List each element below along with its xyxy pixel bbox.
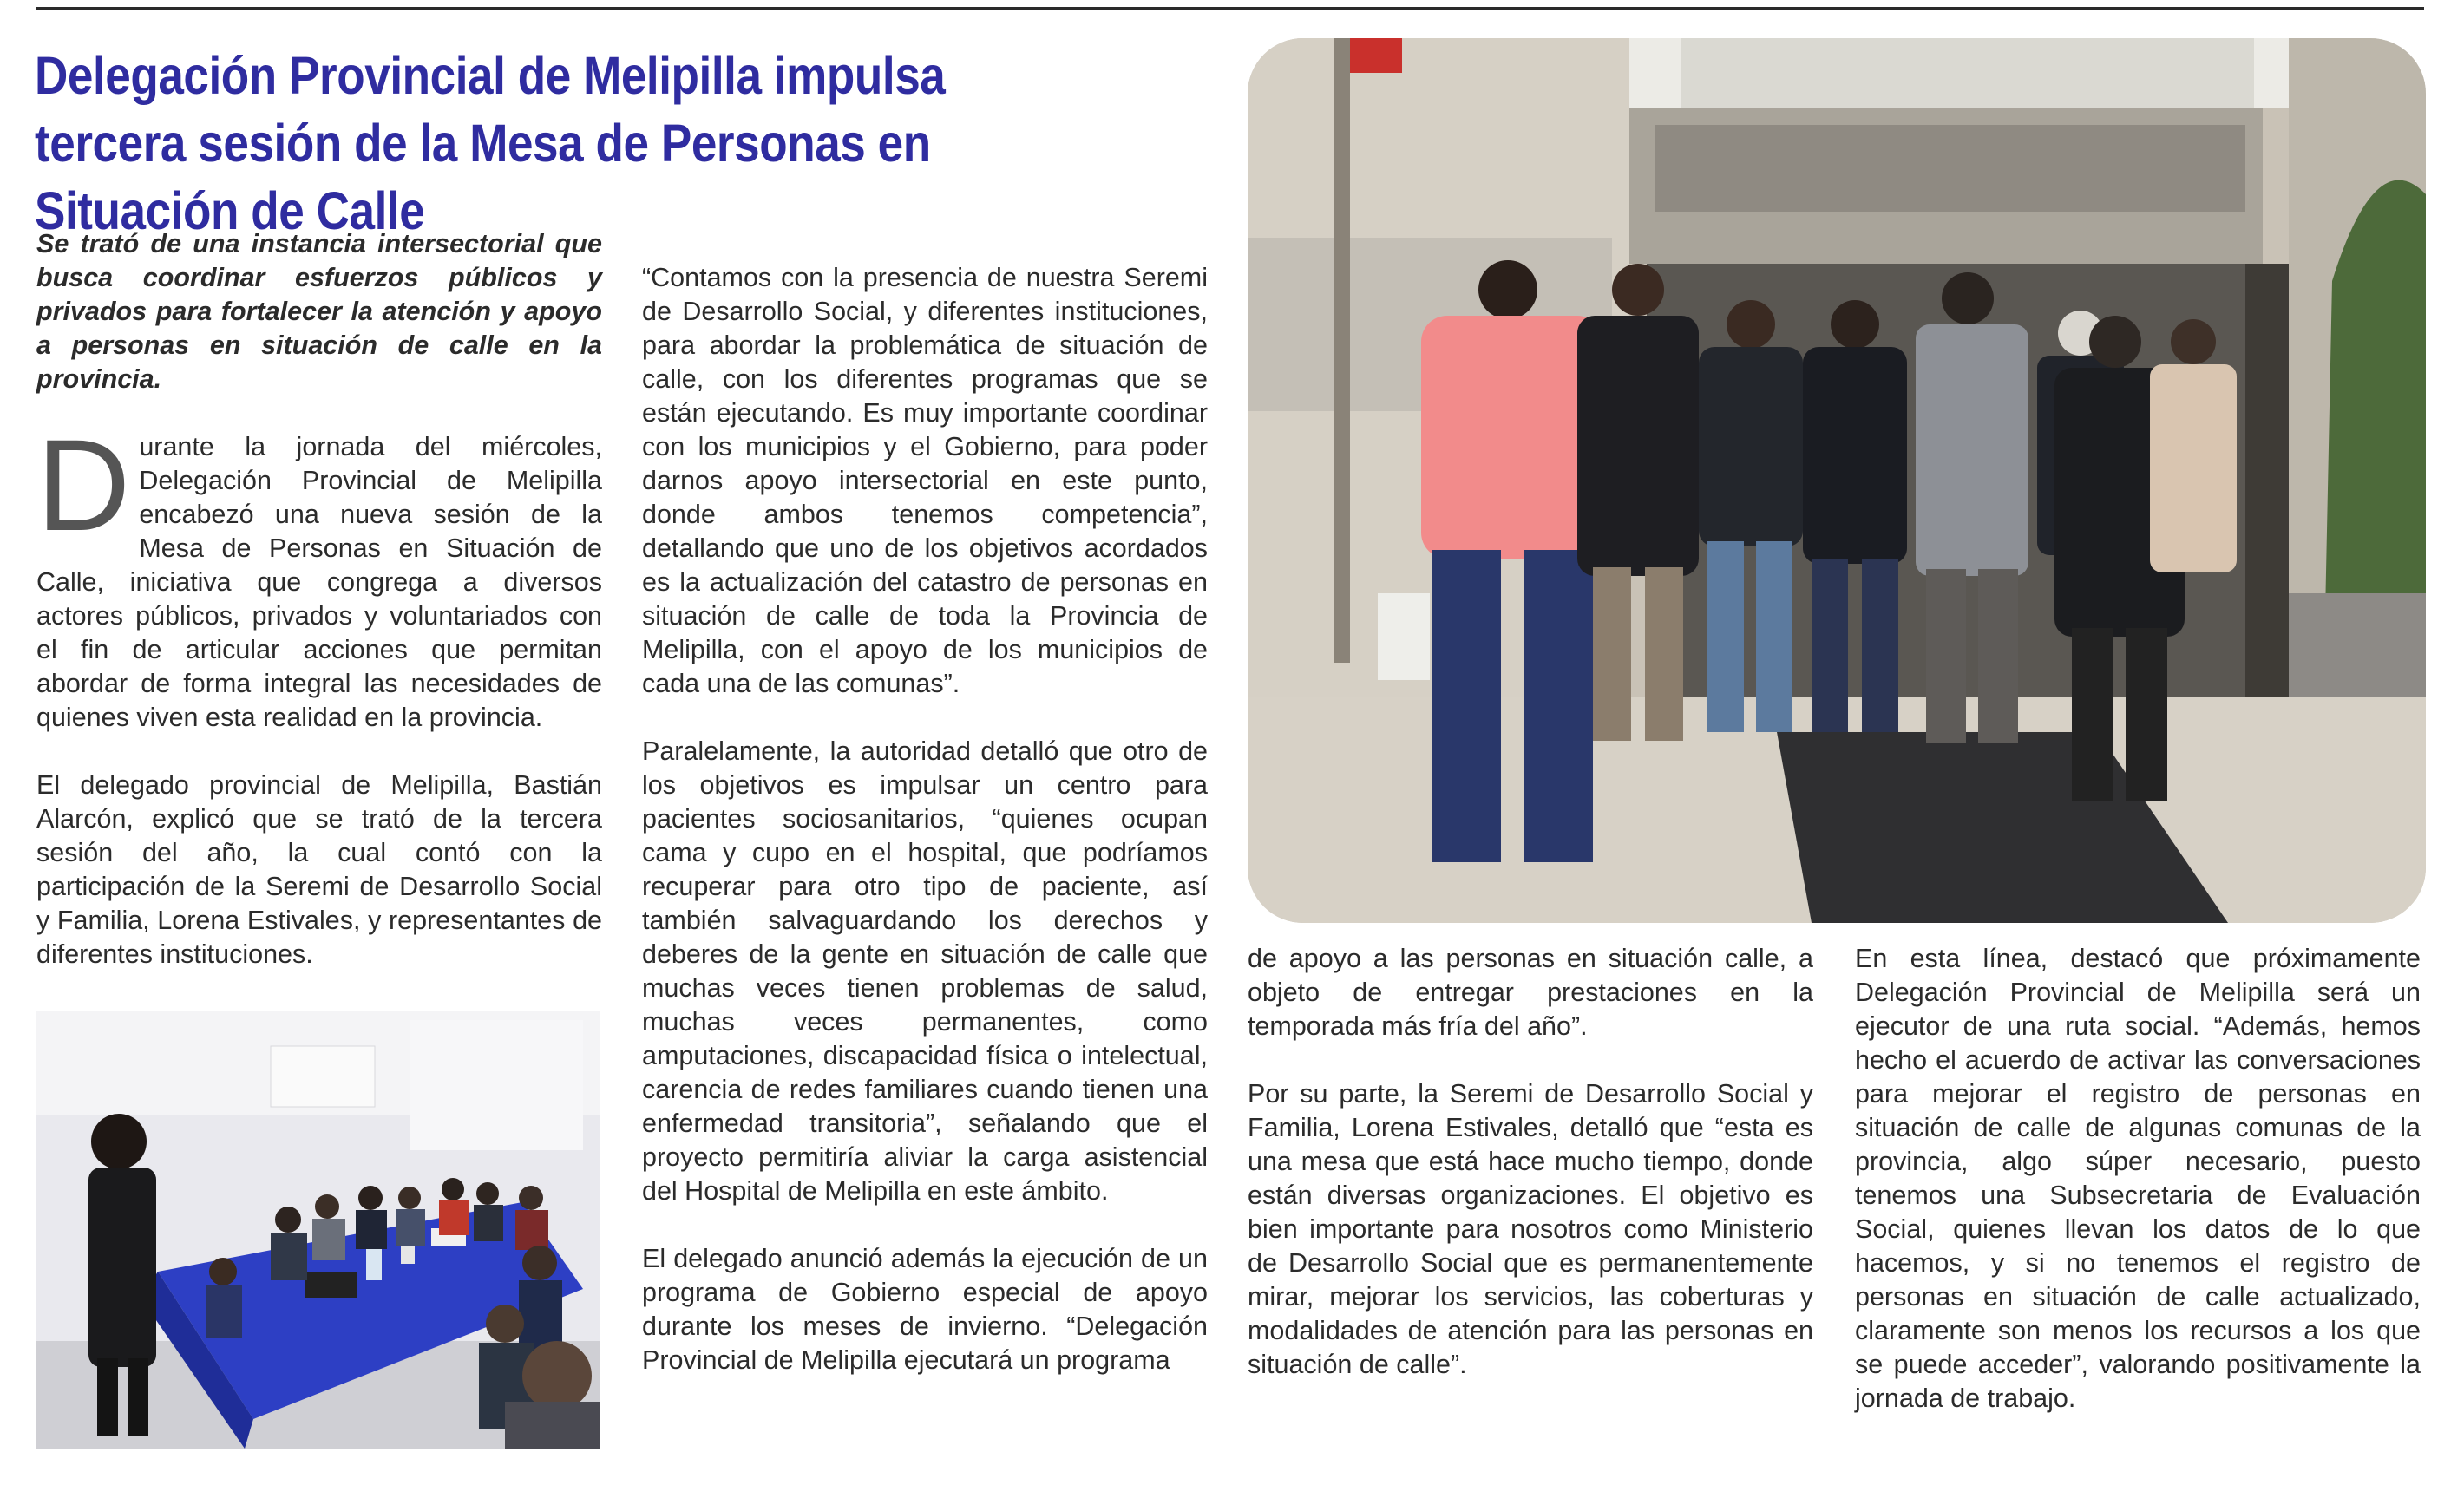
column-4	[1855, 942, 2421, 1416]
column-1	[36, 227, 602, 971]
column-3	[1248, 942, 1813, 1382]
paragraph-4: Paralelamente, la autoridad detalló que otro de los objetivos es impulsar un centro para pacientes sociosanitarios, “quienes ocupan cama y cupo en el hospital, que podríamos recuperar para otro tipo de paciente, así también salvaguardando los derechos y deberes de la gente en situación de calle que muchas veces tienen problemas de salud, muchas veces permanentes, como amputaciones, discapacidad física o intelectual, carencia de redes familiares cuando tienen una enfermedad transitoria”, señalando que el proyecto permitiría aliviar la carga asistencial del Hospital de Melipilla en este ámbito.	[642, 736, 1208, 1206]
top-rule	[36, 7, 2424, 10]
paragraph-5: El delegado anunció además la ejecución de un programa de Gobierno especial de apoyo durante los meses de invierno. “Delegación Provincial de Melipilla ejecutará un programa	[642, 1244, 1208, 1375]
drop-cap: D	[36, 412, 131, 558]
paragraph-7: En esta línea, destacó que próximamente Delegación Provincial de Melipilla será un ejecutor de una ruta social. “Además, hemos hecho el acuerdo de activar las conversaciones para mejorar el registro de personas en situación de calle de algunas comunas de la provincia, algo súper necesario, puesto tenemos una Subsecretaria de Evaluación Social, quienes llevan los datos de lo que hacemos, y si no tenemos el registro de personas en situación de calle actualizado, claramente son menos los recursos a los que se puede acceder”, valorando positivamente la jornada de trabajo.	[1855, 944, 2421, 1413]
article-title: Delegación Provincial de Melipilla impulsa tercera sesión de la Mesa de Personas en Situación de Calle	[35, 46, 946, 240]
paragraph-2: El delegado provincial de Melipilla, Bastián Alarcón, explicó que se trató de la tercera sesión del año, la cual contó con la participación de la Seremi de Desarrollo Social y Familia, Lorena Estivales, y representantes de diferentes instituciones.	[36, 770, 602, 969]
paragraph-6: Por su parte, la Seremi de Desarrollo Social y Familia, Lorena Estivales, detalló que “esta es una mesa que está hace mucho tiempo, donde están diversas organizaciones. El objetivo es bien importante para nosotros como Ministerio de Desarrollo Social que es permanentemente mirar, mejorar los servicios, las coberturas y modalidades de atención para las personas en situación de calle”.	[1248, 1079, 1813, 1379]
paragraph-1-text: urante la jornada del miércoles, Delegación Provincial de Melipilla encabezó una nueva sesión de la Mesa de Personas en Situación de Calle, iniciativa que congrega a diversos actores públicos, privados y voluntariados con el fin de articular acciones que permitan abordar de forma integral las necesidades de quienes viven esta realidad en la provincia.	[36, 432, 602, 732]
column-2	[642, 261, 1208, 1377]
paragraph-3: “Contamos con la presencia de nuestra Seremi de Desarrollo Social, y diferentes instituciones, para abordar la problemática de situación de calle, con los diferentes programas que se están ejecutando. Es muy importante coordinar con los municipios y el Gobierno, para poder darnos apoyo intersectorial en este punto, donde ambos tenemos competencia”, detallando que uno de los objetivos acordados es la actualización del catastro de personas en situación de calle de toda la Provincia de Melipilla, con el apoyo de los municipios de cada una de las comunas”.	[642, 263, 1208, 698]
meeting-photo	[36, 1011, 600, 1449]
paragraph-5-continued: de apoyo a las personas en situación calle, a objeto de entregar prestaciones en la temporada más fría del año”.	[1248, 944, 1813, 1041]
paragraph-1	[36, 412, 602, 735]
group-photo	[1248, 38, 2426, 923]
article-lead: Se trató de una instancia intersectorial que busca coordinar esfuerzos públicos y privados para fortalecer la atención y apoyo a personas en situación de calle en la provincia.	[36, 229, 602, 394]
